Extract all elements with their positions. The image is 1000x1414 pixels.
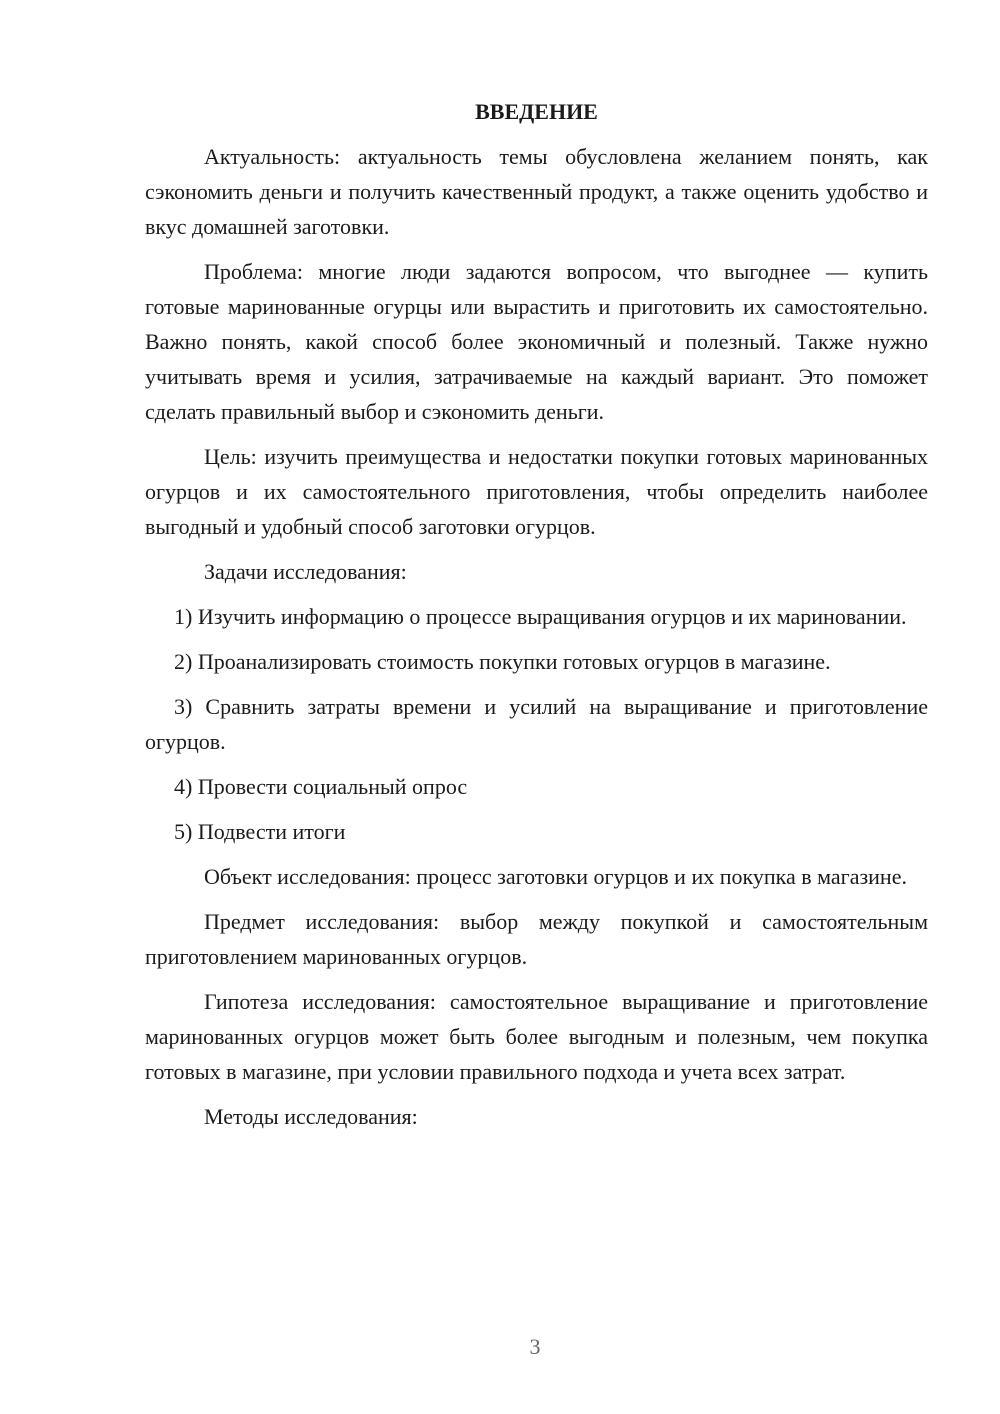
task-item-4: 4) Провести социальный опрос bbox=[174, 774, 468, 799]
paragraph-relevance: Актуальность: актуальность темы обусловлена желанием понять, как сэкономить деньги и получить качественный продукт, а также оценить удобство и вкус домашней заготовки. bbox=[145, 144, 928, 239]
page-content bbox=[145, 94, 928, 1144]
paragraph-methods: Методы исследования: bbox=[204, 1104, 418, 1129]
task-item-5: 5) Подвести итоги bbox=[174, 819, 346, 844]
paragraph-subject: Предмет исследования: выбор между покупкой и самостоятельным приготовлением маринованных огурцов. bbox=[145, 909, 928, 969]
paragraph-object: Объект исследования: процесс заготовки огурцов и их покупка в магазине. bbox=[204, 864, 907, 889]
section-title: ВВЕДЕНИЕ bbox=[475, 99, 598, 124]
paragraph-problem: Проблема: многие люди задаются вопросом, что выгоднее — купить готовые маринованные огурцы или вырастить и приготовить их самостоятельно. Важно понять, какой способ более экономичный и полезный. Также нужно учитывать время и усилия, затрачиваемые на каждый вариант. Это поможет сделать правильный выбор и сэкономить деньги. bbox=[145, 259, 928, 424]
task-item-3: 3) Сравнить затраты времени и усилий на выращивание и приготовление огурцов. bbox=[145, 694, 928, 754]
tasks-heading: Задачи исследования: bbox=[204, 559, 407, 584]
paragraph-goal: Цель: изучить преимущества и недостатки покупки готовых маринованных огурцов и их самостоятельного приготовления, чтобы определить наиболее выгодный и удобный способ заготовки огурцов. bbox=[145, 444, 928, 539]
page-number: 3 bbox=[529, 1334, 541, 1359]
paragraph-hypothesis: Гипотеза исследования: самостоятельное выращивание и приготовление маринованных огурцов может быть более выгодным и полезным, чем покупка готовых в магазине, при условии правильного подхода и учета всех затрат. bbox=[145, 989, 928, 1084]
task-item-2: 2) Проанализировать стоимость покупки готовых огурцов в магазине. bbox=[174, 649, 831, 674]
task-item-1: 1) Изучить информацию о процессе выращивания огурцов и их мариновании. bbox=[174, 604, 907, 629]
